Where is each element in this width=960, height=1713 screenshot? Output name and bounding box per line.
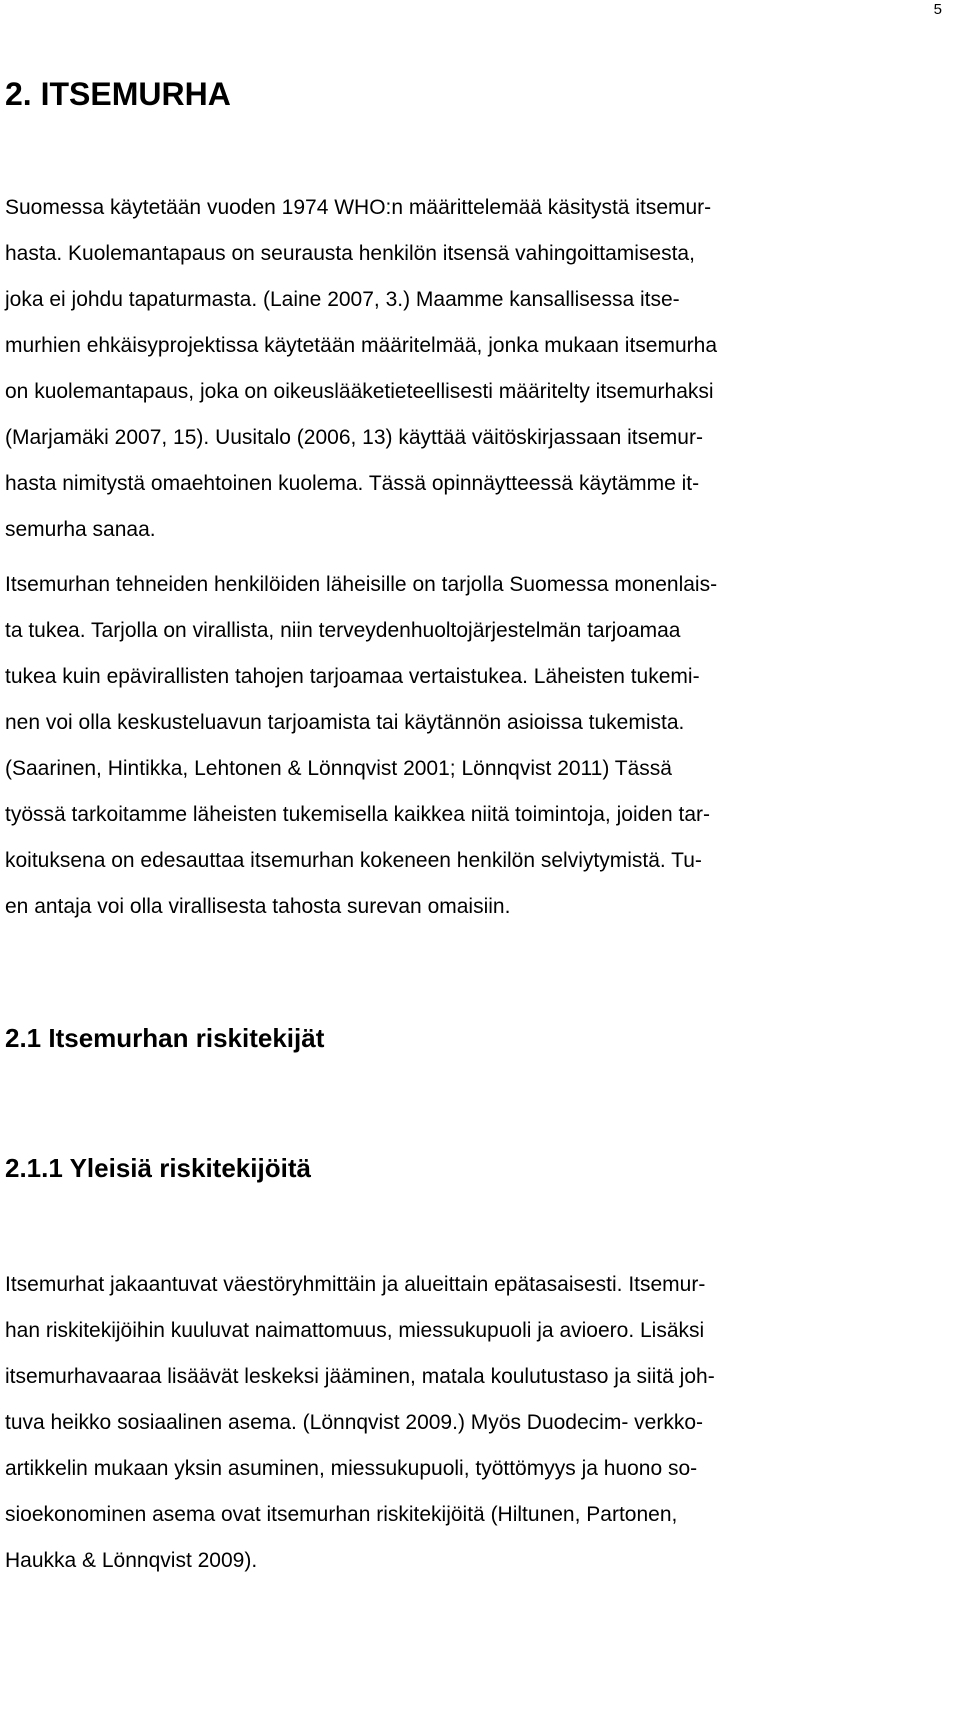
- text-line: sioekonominen asema ovat itsemurhan riskitekijöitä (Hiltunen, Partonen,: [5, 1503, 678, 1526]
- text-line: (Marjamäki 2007, 15). Uusitalo (2006, 13) käyttää väitöskirjassaan itsemur-: [5, 426, 703, 449]
- text-line: semurha sanaa.: [5, 518, 156, 541]
- text-line: en antaja voi olla virallisesta tahosta surevan omaisiin.: [5, 895, 511, 918]
- text-line: koituksena on edesauttaa itsemurhan kokeneen henkilön selviytymistä. Tu-: [5, 849, 702, 872]
- paragraph-support: [5, 562, 945, 930]
- text-line: Itsemurhat jakaantuvat väestöryhmittäin ja alueittain epätasaisesti. Itsemur-: [5, 1273, 706, 1296]
- text-line: artikkelin mukaan yksin asuminen, miessukupuoli, työttömyys ja huono so-: [5, 1457, 698, 1480]
- text-line: Suomessa käytetään vuoden 1974 WHO:n määrittelemää käsitystä itsemur-: [5, 196, 712, 219]
- text-line: tukea kuin epävirallisten tahojen tarjoamaa vertaistukea. Läheisten tukemi-: [5, 665, 700, 688]
- text-line: on kuolemantapaus, joka on oikeuslääketieteellisesti määritelty itsemurhaksi: [5, 380, 714, 403]
- page-number: 5: [933, 1, 942, 18]
- text-line: joka ei johdu tapaturmasta. (Laine 2007, 3.) Maamme kansallisessa itse-: [5, 288, 680, 311]
- text-line: työssä tarkoitamme läheisten tukemisella kaikkea niitä toimintoja, joiden tar-: [5, 803, 710, 826]
- section-heading: 2.1 Itsemurhan riskitekijät: [5, 1023, 325, 1053]
- text-line: nen voi olla keskusteluavun tarjoamista tai käytännön asioissa tukemista.: [5, 711, 685, 734]
- paragraph-risk-factors: [5, 1262, 945, 1584]
- text-line: hasta. Kuolemantapaus on seurausta henkilön itsensä vahingoittamisesta,: [5, 242, 695, 265]
- chapter-heading: 2. ITSEMURHA: [5, 76, 231, 112]
- text-line: (Saarinen, Hintikka, Lehtonen & Lönnqvist 2001; Lönnqvist 2011) Tässä: [5, 757, 672, 780]
- subsection-heading: 2.1.1 Yleisiä riskitekijöitä: [5, 1153, 311, 1183]
- text-line: murhien ehkäisyprojektissa käytetään määritelmää, jonka mukaan itsemurha: [5, 334, 718, 357]
- text-line: hasta nimitystä omaehtoinen kuolema. Tässä opinnäytteessä käytämme it-: [5, 472, 700, 495]
- text-line: Haukka & Lönnqvist 2009).: [5, 1549, 258, 1572]
- text-line: Itsemurhan tehneiden henkilöiden läheisille on tarjolla Suomessa monenlais-: [5, 573, 718, 596]
- text-line: han riskitekijöihin kuuluvat naimattomuus, miessukupuoli ja avioero. Lisäksi: [5, 1319, 705, 1342]
- text-line: itsemurhavaaraa lisäävät leskeksi jääminen, matala koulutustaso ja siitä joh-: [5, 1365, 715, 1388]
- paragraph-definition: [5, 185, 945, 553]
- text-line: ta tukea. Tarjolla on virallista, niin terveydenhuoltojärjestelmän tarjoamaa: [5, 619, 681, 642]
- text-line: tuva heikko sosiaalinen asema. (Lönnqvist 2009.) Myös Duodecim- verkko-: [5, 1411, 703, 1434]
